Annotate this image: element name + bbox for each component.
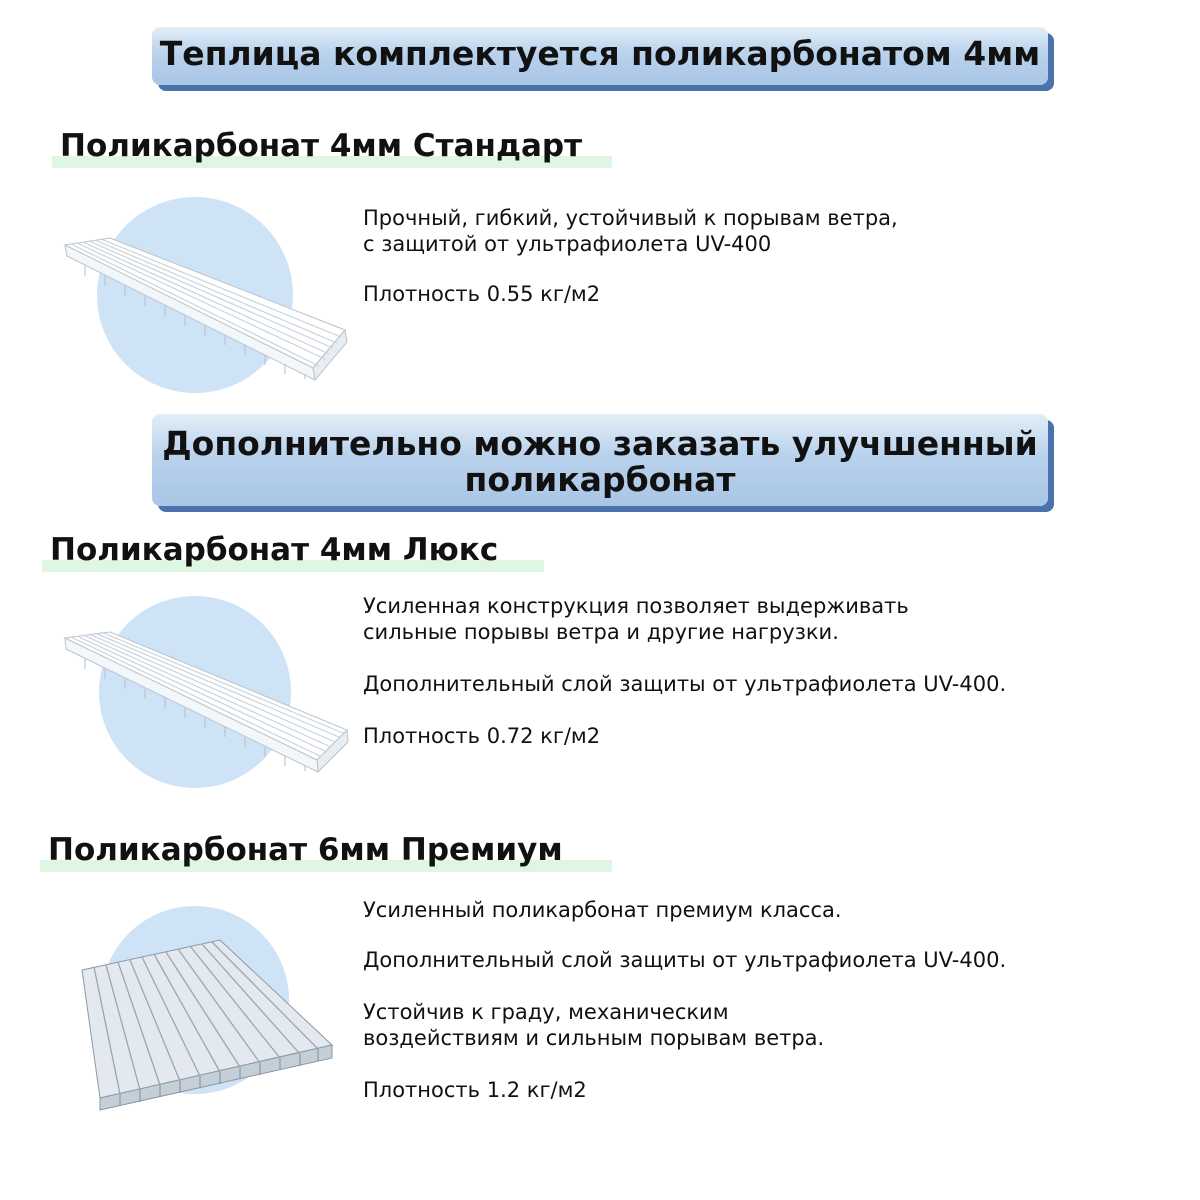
desc-line: сильные порывы ветра и другие нагрузки. [363,620,839,644]
polycarbonate-sheet-icon [70,900,370,1120]
density-text: Плотность 1.2 кг/м2 [363,1078,587,1102]
top-banner-text: Теплица комплектуется поликарбонатом 4мм [159,34,1041,73]
desc-line: Усиленная конструкция позволяет выдерживать [363,594,909,618]
product-title-text: Поликарбонат 6мм Премиум [48,832,563,868]
extra-banner-line2: поликарбонат [464,460,736,499]
product-desc-premium [363,897,1006,1103]
desc-line: с защитой от ультрафиолета UV-400 [363,232,772,256]
product-title-text: Поликарбонат 4мм Люкс [50,532,499,568]
top-banner [152,27,1048,85]
product-title-standard [52,126,582,166]
desc-line: Прочный, гибкий, устойчивый к порывам ветра, [363,206,898,230]
desc-line: Устойчив к граду, механическим [363,1000,729,1024]
extra-banner [152,414,1048,506]
polycarbonate-sheet-icon [55,190,355,410]
product-title-text: Поликарбонат 4мм Стандарт [60,128,583,164]
product-desc-lux [363,593,1006,749]
product-desc-standard [363,205,898,307]
extra-banner-line1: Дополнительно можно заказать улучшенный [162,424,1038,463]
density-text: Плотность 0.72 кг/м2 [363,724,601,748]
density-text: Плотность 0.55 кг/м2 [363,282,601,306]
desc-line: воздействиям и сильным порывам ветра. [363,1026,825,1050]
desc-line: Дополнительный слой защиты от ультрафиолета UV-400. [363,948,1007,972]
desc-line: Дополнительный слой защиты от ультрафиолета UV-400. [363,672,1007,696]
product-title-premium [40,830,563,870]
desc-line: Усиленный поликарбонат премиум класса. [363,898,842,922]
product-title-lux [42,530,498,570]
polycarbonate-sheet-icon [55,590,355,810]
